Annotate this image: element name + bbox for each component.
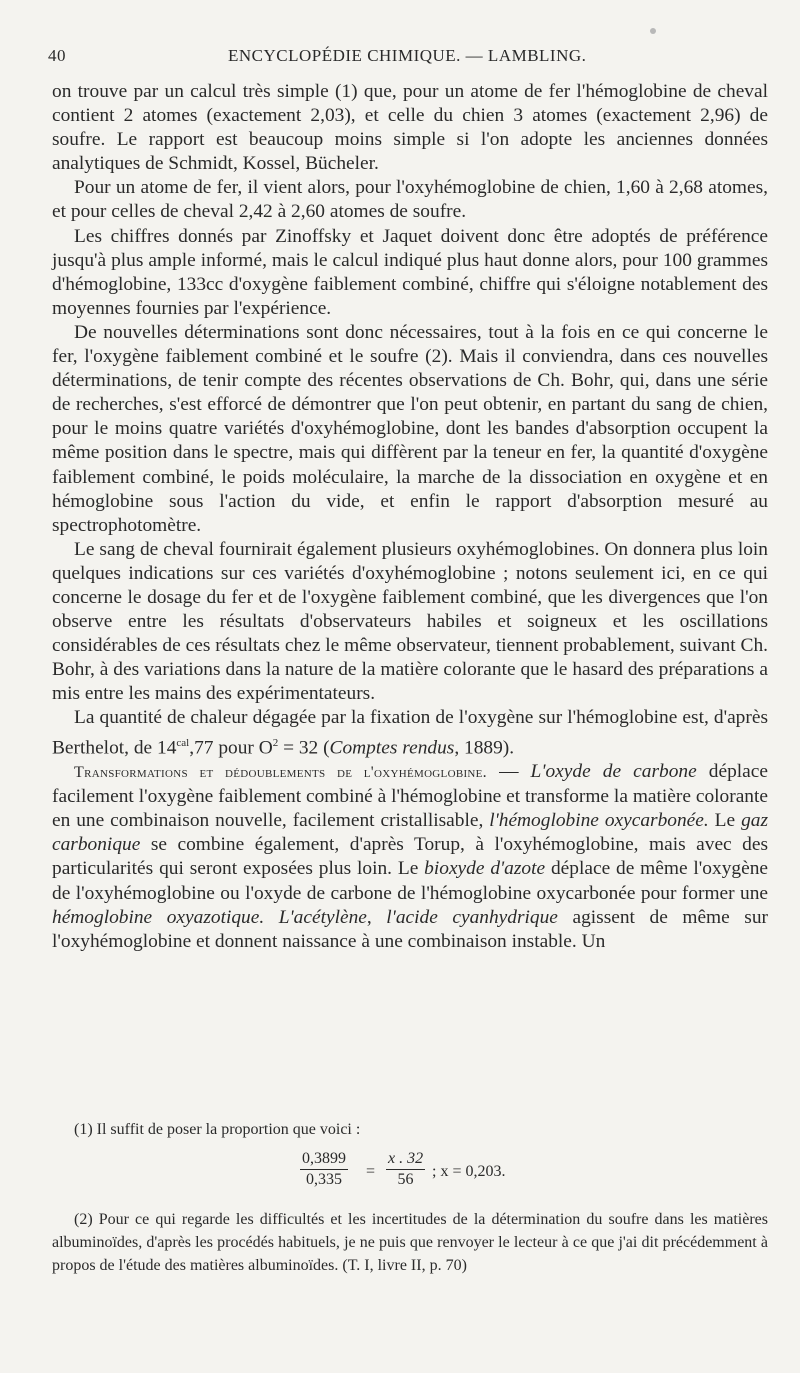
text-run: se combine également, d'après Torup, à l'oxyhémoglobine, mais avec des particularités qui seront exposées plus loin. Le [52,834,768,880]
superscript: 2 [272,736,279,749]
text-run: La quantité de chaleur dégagée par la fixation de l'oxygène sur l'hémoglobine est, d'après Berthelot, de 14 [52,707,768,758]
paragraph: De nouvelles déterminations sont donc nécessaires, tout à la fois en ce qui concerne le fer, l'oxygène faiblement combiné et le soufre (2). Mais il conviendra, dans ces nouvelles déterminations, de tenir compte des récentes observations de Ch. Bohr, qui, dans une série de recherches, s'est efforcé de démontrer que l'on peut obtenir, en partant du sang de chien, pour le moins quatre variétés d'oxyhémoglobine, dont les bandes d'absorption occupent la même position dans le spectre, mais qui diffèrent par la teneur en fer, la quantité d'oxygène faiblement combiné, le poids moléculaire, la marche de la dissociation en oxygène et en hémoglobine sous l'action du vide, et enfin le rapport d'absorption mesuré au spectrophotomètre. [52,321,768,536]
superscript: cal [176,736,190,749]
denominator: 56 [397,1171,414,1188]
paragraph: Les chiffres donnés par Zinoffsky et Jaquet doivent donc être adoptés de préférence jusqu'à plus ample informé, mais le calcul indiqué plus haut donne alors, pour 100 grammes d'hémoglobine, 133cc d'oxygène faiblement combiné, chiffre qui s'éloigne notablement des moyennes fournies par l'expérience. [52,225,768,319]
paragraph: Pour un atome de fer, il vient alors, pour l'oxyhémoglobine de chien, 1,60 à 2,68 atomes, et pour celles de cheval 2,42 à 2,60 atomes de soufre. [52,177,768,223]
text-run [264,907,279,928]
numerator: 0,3899 [300,1150,348,1170]
italic-run: gaz carbonique [52,810,768,856]
text-run: déplace de même l'oxygène de l'oxyhémoglobine ou l'oxyde de carbone de l'hémoglobine oxycarbonée pour former une [52,858,768,904]
footnote-formula [300,1150,600,1200]
text-run: déplace facilement l'oxygène faiblement combiné à l'hémoglobine et transforme la matière colorante en une combinaison nouvelle, facilement cristallisable, [52,761,768,832]
text-run: , [366,906,387,928]
footnote-text: (2) Pour ce qui regarde les difficultés et les incertitudes de la détermination du soufre dans les matières albuminoïdes, d'après les procédés habituels, je ne puis que renvoyer le lecteur à ce que j'ai dit précédemment à propos de l'étude des matières albuminoïdes. (T. I, livre II, p. 70) [52,1211,768,1274]
italic-run: bioxyde d'azote [424,858,546,880]
text-run: Le [708,810,742,832]
paragraph-berthelot [52,706,768,760]
formula-result: ; x = 0,203. [432,1163,506,1180]
text-run: , 1889). [454,737,515,758]
running-header [48,44,768,70]
text-run: = 32 ( [278,737,330,758]
fraction [386,1150,425,1189]
text-run: ,77 pour O [189,737,273,758]
paragraph-transformations [52,760,768,954]
equals-sign: = [366,1163,376,1180]
page-number: 40 [48,46,66,65]
running-title: ENCYCLOPÉDIE CHIMIQUE. — LAMBLING. [228,46,587,65]
fraction [300,1150,348,1189]
text-run: — [486,761,531,783]
footnote-text: (1) Il suffit de poser la proportion que voici : [74,1121,361,1138]
italic-run: hémoglobine oxyazotique. [52,906,265,928]
main-text [52,80,768,954]
section-heading: Transformations et dédoublements de l'oxyhémoglobine. [74,764,487,782]
italic-run: L'oxyde de carbone [530,761,697,783]
denominator: 0,335 [306,1171,342,1188]
italic-run: L'acétylène [278,906,367,928]
paper-speck [650,28,656,34]
italic-run: l'hémoglobine oxycarbonée. [489,810,709,832]
italic-run: Comptes rendus [329,737,455,758]
paragraph: Le sang de cheval fournirait également plusieurs oxyhémoglobines. On donnera plus loin quelques indications sur ces variétés d'oxyhémoglobine ; notons seulement ici, en ce qui concerne le dosage du fer et de l'oxygène faiblement combiné, que les divergences que l'on observe entre les résultats d'observateurs habiles et soigneux et les oscillations considérables de ces résultats chez le même observateur, tiennent probablement, suivant Ch. Bohr, à des variations dans la nature de la matière colorante que le hasard des préparations a mis entre les mains des expérimentateurs. [52,538,768,705]
footnote-1 [52,1118,768,1141]
paragraph: on trouve par un calcul très simple (1) que, pour un atome de fer l'hémoglobine de cheval contient 2 atomes (exactement 2,03), et celle du chien 3 atomes (exactement 2,96) de soufre. Le rapport est beaucoup moins simple si l'on adopte les anciennes données analytiques de Schmidt, Kossel, Bücheler. [52,81,768,175]
numerator: x . 32 [386,1150,425,1170]
italic-run: l'acide cyanhydrique [386,906,558,928]
text-run: agissent de même sur l'oxyhémoglobine et donnent naissance à une combinaison instable. Un [52,906,768,952]
footnote-2 [52,1208,768,1277]
